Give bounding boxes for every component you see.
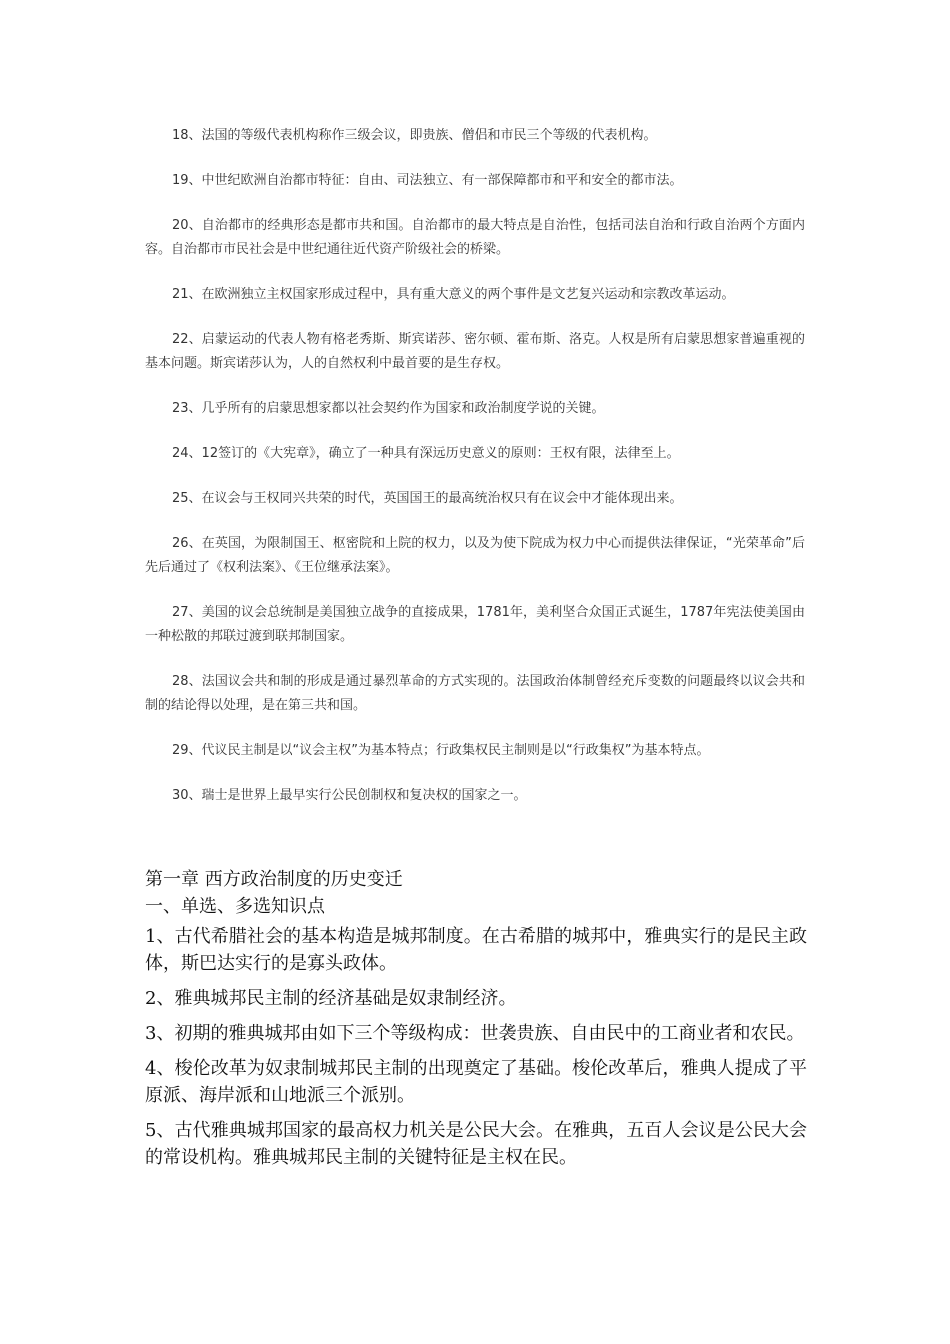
paragraph-20: 20、自治都市的经典形态是都市共和国。自治都市的最大特点是自治性，包括司法自治和行政自治两个方面内容。自治都市市民社会是中世纪通往近代资产阶级社会的桥梁。 bbox=[145, 218, 805, 257]
paragraph-24: 24、12签订的《大宪章》，确立了一种具有深远历史意义的原则：王权有限，法律至上。 bbox=[172, 446, 680, 461]
paragraph-23: 23、几乎所有的启蒙思想家都以社会契约作为国家和政治制度学说的关键。 bbox=[172, 401, 605, 416]
paragraph-28: 28、法国议会共和制的形成是通过暴烈革命的方式实现的。法国政治体制曾经充斥变数的问题最终以议会共和制的结论得以处理，是在第三共和国。 bbox=[145, 674, 805, 713]
paragraph-19: 19、中世纪欧洲自治都市特征：自由、司法独立、有一部保障都市和平和安全的都市法。 bbox=[172, 173, 683, 188]
paragraph-30: 30、瑞士是世界上最早实行公民创制权和复决权的国家之一。 bbox=[172, 788, 527, 803]
paragraph-21: 21、在欧洲独立主权国家形成过程中，具有重大意义的两个事件是文艺复兴运动和宗教改革运动。 bbox=[172, 287, 735, 302]
chapter-item-3: 3、初期的雅典城邦由如下三个等级构成：世袭贵族、自由民中的工商业者和农民。 bbox=[145, 1023, 805, 1044]
section-subtitle: 一、单选、多选知识点 bbox=[145, 896, 325, 917]
chapter-item-2: 2、雅典城邦民主制的经济基础是奴隶制经济。 bbox=[145, 988, 517, 1009]
chapter-section bbox=[145, 866, 807, 1179]
paragraph-29: 29、代议民主制是以“议会主权”为基本特点；行政集权民主制则是以“行政集权”为基本特点。 bbox=[172, 743, 710, 758]
paragraph-26: 26、在英国，为限制国王、枢密院和上院的权力，以及为使下院成为权力中心而提供法律保证，“光荣革命”后先后通过了《权利法案》、《王位继承法案》。 bbox=[145, 536, 805, 575]
paragraph-18: 18、法国的等级代表机构称作三级会议，即贵族、僧侣和市民三个等级的代表机构。 bbox=[172, 128, 657, 143]
chapter-item-4: 4、梭伦改革为奴隶制城邦民主制的出现奠定了基础。梭伦改革后，雅典人提成了平原派、海岸派和山地派三个派别。 bbox=[145, 1058, 807, 1106]
chapter-title: 第一章 西方政治制度的历史变迁 bbox=[145, 869, 403, 890]
intro-items-section bbox=[145, 124, 805, 829]
chapter-item-1: 1、古代希腊社会的基本构造是城邦制度。在古希腊的城邦中，雅典实行的是民主政体，斯巴达实行的是寡头政体。 bbox=[145, 926, 807, 974]
paragraph-22: 22、启蒙运动的代表人物有格老秀斯、斯宾诺莎、密尔顿、霍布斯、洛克。人权是所有启蒙思想家普遍重视的基本问题。斯宾诺莎认为，人的自然权利中最首要的是生存权。 bbox=[145, 332, 805, 371]
paragraph-25: 25、在议会与王权同兴共荣的时代，英国国王的最高统治权只有在议会中才能体现出来。 bbox=[172, 491, 683, 506]
paragraph-27: 27、美国的议会总统制是美国独立战争的直接成果，1781年，美利坚合众国正式诞生，1787年宪法使美国由一种松散的邦联过渡到联邦制国家。 bbox=[145, 605, 805, 644]
chapter-item-5: 5、古代雅典城邦国家的最高权力机关是公民大会。在雅典，五百人会议是公民大会的常设机构。雅典城邦民主制的关键特征是主权在民。 bbox=[145, 1120, 807, 1168]
